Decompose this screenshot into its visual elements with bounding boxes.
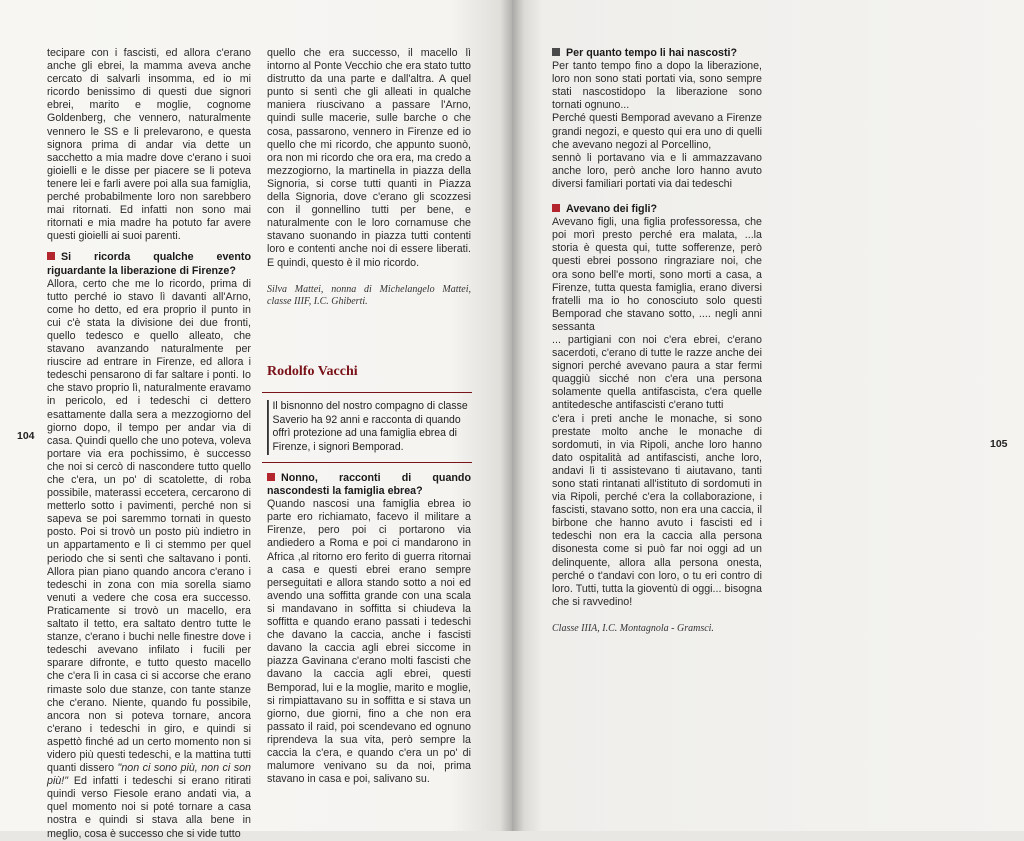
question-text: Si ricorda qualche evento riguardante la liberazione di Firenze? — [47, 251, 251, 277]
body-paragraph — [47, 278, 251, 841]
bullet-square-icon — [552, 48, 560, 56]
body-paragraph: tecipare con i fascisti, ed allora c'erano anche gli ebrei, la mamma aveva anche cercato di salvarli insomma, ed io mi ricordo benissimo di questi due signori ebrei, marito e moglie, cognome Goldenberg, che vennero, naturalmente vennero le SS e li prelevarono, e questa signora prima di andar via dette un sacchetto a mia madre dove c'erano i suoi gioielli e le disse per piacere se li poteva tenere lei e farli avere poi alla sua famiglia, perché probabilmente loro non sarebbero mai ritornati. Ed infatti non sono mai ritornati e mia madre ha potuto far avere questi gioielli ai suoi parenti. — [47, 47, 251, 243]
left-column-2-lower — [267, 472, 471, 786]
page-number: 104 — [17, 430, 35, 442]
quoted-speech: "non ci sono più, non ci son più!" — [47, 762, 251, 788]
photo-caption: Classe IIIA, I.C. Montagnola - Gramsci. — [552, 622, 714, 634]
page-number: 105 — [990, 438, 1008, 450]
body-text: Ed infatti i tedeschi si erano ritirati quindi verso Fiesole erano andati via, a quel momento noi si poté tornare a casa nostra e quindi si stava alla bene in meglio, cosa è successo che si vide tutto — [47, 775, 251, 840]
body-paragraph: Avevano figli, una figlia professoressa, che poi morì presto perché era malata, ...la storia è questa qui, tutte sofferenze, però questi ebrei possono ringraziare noi, che ora sono bell'e morti, sono morti a casa, a Firenze, tutta questa famiglia, erano diversi fratelli ma io ho conosciuto solo questi Bemporad che stavano sotto, .... negli anni sessanta ... partigiani con noi c'era ebrei, c'erano sacerdoti, c'erano di tutte le razze anche dei signori perché avevano paura a star fermi quaggiù sicché non c'era una persona solamente quella antifascista, c'era quelle antitedesche antifascisti c'erano tutti c'era i preti anche le monache, si sono prestate molto anche le monache di sordomuti, in via Ripoli, anche loro hanno dato ospitalità ad antifascisti, anche loro, andavi lì ti assistevano ti aiutavano, tanti sono stati rintanati all'istituto di sordomuti in via Ripoli, perché c'era la collaborazione, i fascisti, stavano sotto, non era una caccia, il birbone che hanno avuto i fascisti ed i tedeschi non era la caccia alla persona disonesta come si può far noi oggi ad un delinquente, allora alla persona onesta, perché o t'andavi con loro, o tu eri contro di loro. Tutti, tutta la gioventù di oggi... bisogna che si ravvedino! — [552, 216, 762, 608]
interview-question — [267, 472, 471, 498]
right-column — [552, 47, 762, 635]
body-text: Allora, certo che me lo ricordo, prima di tutto perché io stavo lì davanti all'Arno, come ho detto, ed era proprio il punto in cui c'è stata la divisione dei due fronti, quello tedesco e quello alleato, che stavano avanzando naturalmente per riuscire ad entrare in Firenze, ed allora i tedeschi pensarono di far saltare i ponti. Io che stavo proprio lì, naturalmente eravamo in pericolo, ed i tedeschi ci dettero esattamente dalla sera a mezzogiorno del giorno dopo, il tempo per andar via di casa. Quindi quello che uno poteva, voleva portare via era pochissimo, è successo che noi si cercò di nascondere tutto quello che c'era, un po' di scatolette, di roba possibile, materassi eccetera, cercarono di metterlo sotto i pavimenti, perché non si sapeva se poi saremmo tornati in questo posto. Poi si trovò un posto più indietro in un appartamento e lì ci stemmo per quel periodo che si sentì che saltavano i ponti. Allora pian piano quando ancora c'erano i tedeschi in zona con mia sorella siamo venuti a vedere che cosa era successo. Praticamente si trovò un macello, era saltato il tetto, era saltato dentro tutte le stanze, c'erano i buchi nelle finestre dove i tedeschi avevano infilato i fucili per sparare difronte, e tutto questo macello che c'era lì in casa ci si accorse che erano rimaste solo due stanze, con tante stanze che c'erano. Niente, quando fu possibile, ancora non si poteva tornare, ancora c'erano i tedeschi in giro, e quindi si aspettò finché ad un certo momento non si videro più questi tedeschi, e la mattina tutti quanti dissero — [47, 277, 251, 775]
bullet-square-icon — [267, 473, 275, 481]
left-page — [0, 0, 512, 840]
interview-question — [47, 251, 251, 277]
body-paragraph: Quando nascosi una famiglia ebrea io parte ero richiamato, facevo il militare a Firenze, pero poi ci portarono via andiedero a Roma e poi ci mandarono in Africa ,al ritorno ero ferito di guerra ritornai a casa e questi ebrei erano sempre perseguitati e allora stando sotto a noi ed avendo una soffitta grande con una scala si mandavano in soffitta si chiudeva la soffitta e quando erano passati i tedeschi che davano la caccia, anche i fascisti davano la caccia agli ebrei siccome in piazza Gavinana c'erano molti fascisti che davano la caccia agli ebrei, questi Bemporad, lui e la moglie, marito e moglie, si rimpiattavano su in soffitta e si stava un giorno, due giorni, fino a che non era passato il raid, poi scendevano ed ognuno riprendeva la sua vita, però sempre la caccia la c'era, e quando c'era un po' di malumore venivano su da noi, prima stavano in casa e poi, salivano su. — [267, 498, 471, 786]
right-page — [512, 0, 1024, 831]
body-paragraph: quello che era successo, il macello lì intorno al Ponte Vecchio che era stato tutto distrutto da una parte e dall'altra. A quel punto si sentì che gli alleati in qualche maniera riuscivano a passare l'Arno, quindi sulle macerie, sulle barche o che cosa, passarono, vennero in Firenze ed io quello che mi ricordo, che appunto suonò, ora non mi ricordo che ora era, ma credo a mezzogiorno, la martinella in piazza della Signoria, si corse tutti quanti in Piazza della Signoria, dove c'erano gli scozzesi con il gonnellino tutti per bene, e naturalmente con le loro cornamuse che stavano suonando in piazza tutti contenti loro e contenti anche noi di essere liberati. E quindi, questo è il mio ricordo. — [267, 47, 471, 269]
bullet-square-icon — [552, 204, 560, 212]
question-text: Per quanto tempo li hai nascosti? — [566, 47, 738, 59]
photo-caption: Silva Mattei, nonna di Michelangelo Mattei, classe IIIF, I.C. Ghiberti. — [267, 283, 471, 308]
body-paragraph: Per tanto tempo fino a dopo la liberazione, loro non sono stati portati via, sono sempre stati nascostidopo la liberazione sono tornati ognuno... Perché questi Bemporad avevano a Firenze grandi negozi, e questo qui era uno di quelli che avevano negozi al Porcellino, sennò li portavano via e li ammazzavano anche loro, però anche loro hanno avuto diversi familiari portati via dai tedeschi — [552, 60, 762, 190]
section-rule — [262, 462, 472, 463]
section-intro: Il bisnonno del nostro compagno di classe Saverio ha 92 anni e racconta di quando offrì protezione ad una famiglia ebrea di Firenze, i signori Bemporad. — [267, 400, 473, 455]
left-column-2 — [267, 47, 471, 309]
interview-question — [552, 203, 762, 216]
bullet-square-icon — [47, 252, 55, 260]
left-column-1 — [47, 47, 251, 841]
interview-question — [552, 47, 762, 60]
book-gutter-shadow — [500, 0, 524, 831]
section-title: Rodolfo Vacchi — [267, 364, 358, 379]
section-rule — [262, 392, 472, 393]
question-text: Avevano dei figli? — [566, 203, 658, 216]
question-text: Nonno, racconti di quando nascondesti la famiglia ebrea? — [267, 472, 471, 498]
